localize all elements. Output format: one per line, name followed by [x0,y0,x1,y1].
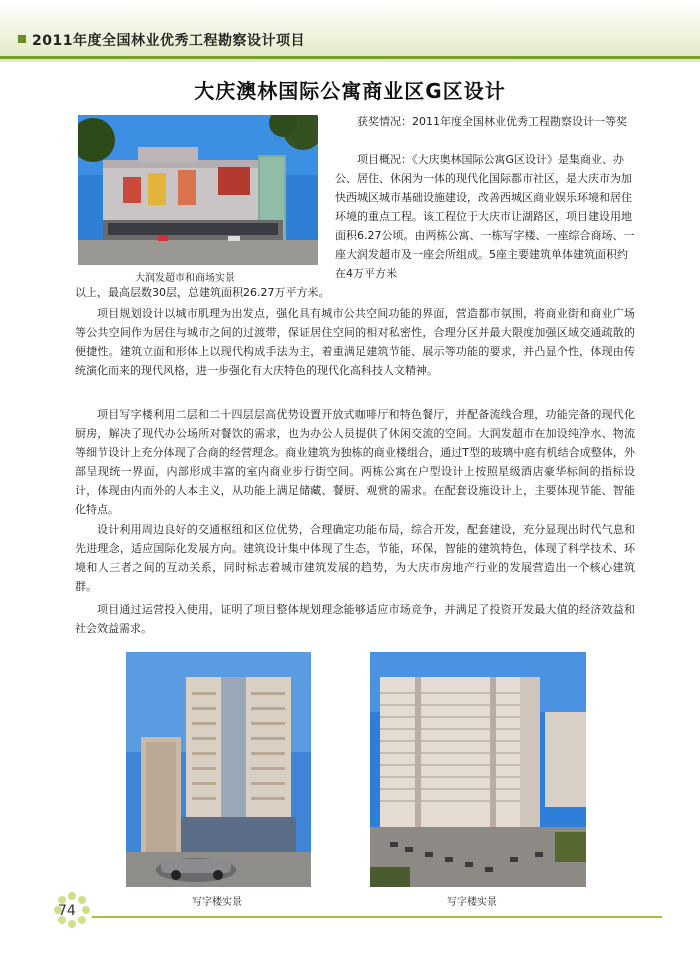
body-paragraph-4: 项目通过运营投入使用，证明了项目整体规划理念能够适应市场竞争，并满足了投资开发最大值的经济效益和社会效益需求。 [75,603,635,635]
photo-office-tower-left [126,652,311,887]
photo-supermarket-mall [78,115,318,265]
photo-office-tower-right [370,652,586,887]
body-paragraph-3: 设计利用周边良好的交通枢纽和区位优势，合理确定功能布局，综合开发，配套建设，充分显现出时代气息和先进理念，适应国际化发展方向。建筑设计集中体现了生态，节能，环保，智能的建筑特色，体现了科学技术、环境和人三者之间的互动关系，同时标志着城市建筑发展的趋势，为大庆市房地产行业的发展营造出一个核心建筑群。 [75,523,635,593]
body-paragraph-1: 项目规划设计以城市肌理为出发点，强化具有城市公共空间功能的界面，营造都市氛围，将商业街和商业广场等公共空间作为居住与城市之间的过渡带，保证居住空间的相对私密性，合理分区并最大限度加强区域交通疏散的便捷性。建筑立面和形体上以现代构成手法为主，着重满足建筑节能、展示等功能的要求，并凸显个性，体现由传统演化而来的现代风格，进一步强化有大庆特色的现代化高科技人文精神。 [75,307,635,377]
caption-left: 写字楼实景 [192,897,242,908]
footer-rule [92,916,662,918]
caption-main: 大润发超市和商场实景 [135,273,235,284]
award-paragraph: 获奖情况：2011年度全国林业优秀工程勘察设计一等奖 [357,115,627,128]
page-number: 74 [58,903,76,919]
article-title: 大庆澳林国际公寓商业区G区设计 [194,79,506,103]
intro-continuation: 以上，最高层数30层，总建筑面积26.27万平方米。 [75,286,330,299]
header-marker [18,35,26,43]
body-paragraph-2: 项目写字楼利用二层和二十四层层高优势设置开放式咖啡厅和特色餐厅，并配备流线合理，功能完备的现代化厨房，解决了现代办公场所对餐饮的需求，也为办公人员提供了休闲交流的空间。大润发超市在加设纯净水、物流等细节设计上充分体现了合商的经营理念。商业建筑为独栋的商业楼组合，通过T型的玻璃中庭有机结合成整体，外部呈现统一界面，内部形成丰富的室内商业步行街空间。两栋公寓在户型设计上按照星级酒店豪华标间的指标设计，体现由内而外的人本主义，从功能上满足储藏、餐厨、观赏的需求。在配套设施设计上，主要体现节能、智能化特点。 [75,408,635,516]
caption-right: 写字楼实景 [447,897,497,908]
running-header: 2011年度全国林业优秀工程勘察设计项目 [32,33,305,49]
intro-paragraph: 项目概况：《大庆奥林国际公寓G区设计》是集商业、办公、居住、休闲为一体的现代化国际都市社区，是大庆市为加快西城区城市基础设施建设，改善西城区商业娱乐环境和居住环境的重点工程。该工程位于大庆市让湖路区，项目建设用地面积6.27公顷。由两栋公寓、一栋写字楼、一座综合商场、一座大润发超市及一座会所组成。5座主要建筑单体建筑面积约在4万平方米 [335,153,635,280]
header-rule [0,56,700,59]
